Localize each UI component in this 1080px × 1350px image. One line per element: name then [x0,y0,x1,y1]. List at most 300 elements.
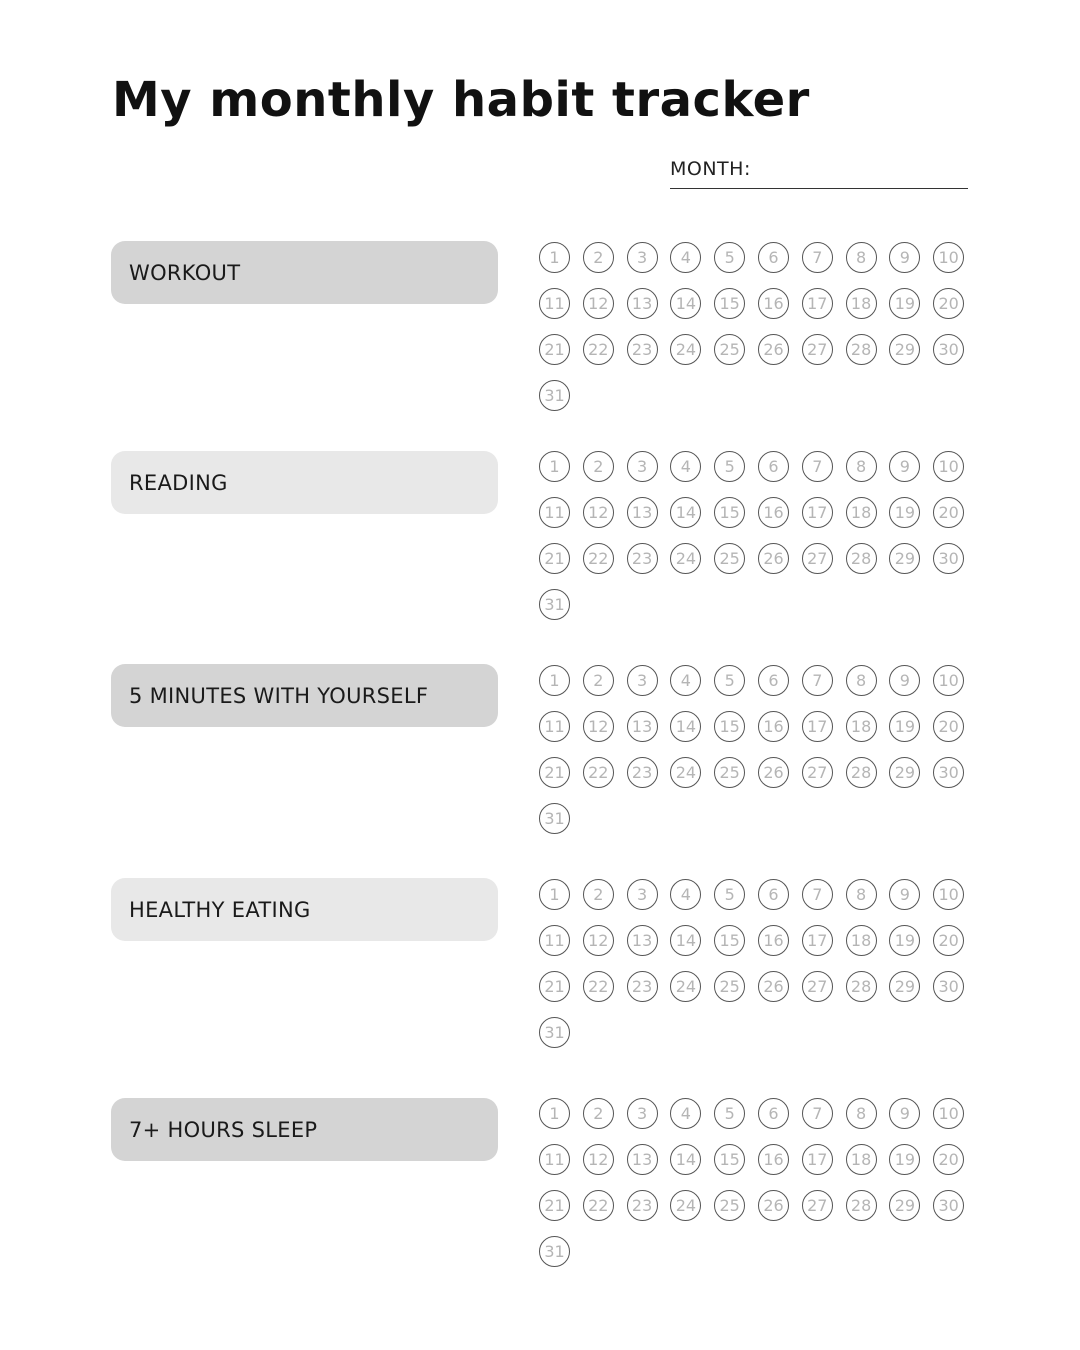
day-circle[interactable] [539,1017,570,1048]
day-number: 31 [544,1241,565,1261]
day-number: 19 [894,293,916,313]
day-circle[interactable] [889,879,920,910]
day-number: 18 [850,293,872,313]
day-number: 19 [894,502,916,522]
day-number: 1 [549,1103,560,1123]
day-circle[interactable] [539,1144,570,1175]
day-circle[interactable] [846,497,877,528]
day-number: 8 [856,456,867,476]
day-circle[interactable] [889,1098,920,1129]
day-number: 19 [894,930,916,950]
day-circle[interactable] [846,334,877,365]
day-number: 21 [544,762,565,782]
habit-pill [111,878,498,941]
day-number: 10 [938,456,959,476]
day-circle[interactable] [846,925,877,956]
day-circle[interactable] [539,1098,570,1129]
day-number: 28 [850,548,872,568]
day-circle[interactable] [758,971,789,1002]
day-circle[interactable] [802,1098,833,1129]
day-circle[interactable] [758,665,789,696]
day-circle[interactable] [583,288,614,319]
day-circle[interactable] [539,589,570,620]
day-number: 18 [850,502,872,522]
day-circle[interactable] [758,711,789,742]
day-number: 8 [856,1103,867,1123]
day-circle[interactable] [714,879,745,910]
day-number: 21 [544,339,565,359]
day-circle[interactable] [802,497,833,528]
day-circle[interactable] [802,1190,833,1221]
day-circle[interactable] [933,543,964,574]
day-circle[interactable] [583,1098,614,1129]
day-circle[interactable] [889,971,920,1002]
day-number: 23 [631,976,653,996]
day-circle[interactable] [846,543,877,574]
day-circle[interactable] [627,1190,658,1221]
day-circle[interactable] [714,242,745,273]
day-circle[interactable] [583,1190,614,1221]
day-number: 17 [807,293,828,313]
day-circle[interactable] [539,380,570,411]
day-number: 15 [719,502,740,522]
day-number: 14 [675,293,697,313]
day-number: 25 [719,339,740,359]
day-circle[interactable] [539,803,570,834]
day-circle[interactable] [539,757,570,788]
day-circle[interactable] [714,334,745,365]
day-number: 22 [588,976,609,996]
day-number: 30 [938,976,959,996]
day-circle[interactable] [539,971,570,1002]
day-circle[interactable] [714,1190,745,1221]
day-circle[interactable] [583,711,614,742]
day-circle[interactable] [846,242,877,273]
day-circle[interactable] [714,288,745,319]
day-number: 8 [856,670,867,690]
day-circle[interactable] [714,451,745,482]
habit-label: 5 MINUTES WITH YOURSELF [129,683,429,708]
day-circle[interactable] [627,925,658,956]
day-circle[interactable] [583,971,614,1002]
day-circle[interactable] [670,757,701,788]
day-number: 24 [675,762,697,782]
day-number: 9 [899,670,910,690]
habit-pill [111,1098,498,1161]
day-number: 17 [807,716,828,736]
day-number: 30 [938,548,959,568]
day-circle[interactable] [670,288,701,319]
day-circle[interactable] [889,1144,920,1175]
day-number: 5 [724,247,735,267]
day-number: 25 [719,762,740,782]
day-circle[interactable] [889,242,920,273]
day-number: 2 [593,456,604,476]
day-circle[interactable] [670,497,701,528]
day-number: 17 [807,502,828,522]
day-circle[interactable] [714,497,745,528]
day-circle[interactable] [627,288,658,319]
day-number: 4 [680,456,691,476]
day-number: 17 [807,1149,828,1169]
day-number: 23 [631,762,653,782]
day-number: 9 [899,1103,910,1123]
day-circle[interactable] [889,543,920,574]
day-number: 7 [812,1103,823,1123]
day-number: 1 [549,670,560,690]
day-number: 15 [719,293,740,313]
day-circle[interactable] [758,757,789,788]
day-circle[interactable] [933,879,964,910]
day-circle[interactable] [846,879,877,910]
day-circle[interactable] [539,1190,570,1221]
day-circle[interactable] [802,451,833,482]
day-number: 15 [719,930,740,950]
day-circle[interactable] [670,1190,701,1221]
day-number: 7 [812,884,823,904]
day-circle[interactable] [802,711,833,742]
day-number: 29 [894,1195,916,1215]
day-circle[interactable] [627,879,658,910]
day-number: 27 [807,339,828,359]
day-circle[interactable] [670,451,701,482]
day-number: 26 [763,762,784,782]
day-number: 3 [637,456,648,476]
day-circle[interactable] [889,1190,920,1221]
day-circle[interactable] [714,543,745,574]
day-circle[interactable] [714,1144,745,1175]
day-circle[interactable] [846,1144,877,1175]
day-number: 12 [588,502,609,522]
day-circle[interactable] [670,971,701,1002]
day-circle[interactable] [758,334,789,365]
day-circle[interactable] [802,334,833,365]
day-circle[interactable] [933,288,964,319]
day-number: 29 [894,762,916,782]
day-number: 18 [850,716,872,736]
day-number: 4 [680,1103,691,1123]
day-circle[interactable] [583,757,614,788]
day-circle[interactable] [802,242,833,273]
day-circle[interactable] [933,451,964,482]
day-circle[interactable] [583,497,614,528]
day-number: 25 [719,976,740,996]
day-number: 7 [812,456,823,476]
day-circle[interactable] [670,925,701,956]
day-number: 6 [768,884,779,904]
day-number: 7 [812,247,823,267]
day-number: 6 [768,1103,779,1123]
day-circle[interactable] [889,925,920,956]
day-number: 6 [768,456,779,476]
day-number: 15 [719,1149,740,1169]
day-number: 23 [631,339,653,359]
day-number: 3 [637,1103,648,1123]
day-circle[interactable] [758,1190,789,1221]
day-number: 28 [850,339,872,359]
day-number: 20 [938,930,959,950]
day-number: 10 [938,670,959,690]
day-number: 14 [675,502,697,522]
day-circle[interactable] [583,879,614,910]
day-number: 6 [768,247,779,267]
day-number: 13 [631,716,653,736]
day-circle[interactable] [670,543,701,574]
day-circle[interactable] [889,711,920,742]
day-circle[interactable] [933,497,964,528]
day-number: 27 [807,976,828,996]
day-circle[interactable] [627,543,658,574]
day-circle[interactable] [583,925,614,956]
month-label: MONTH: [670,158,751,180]
day-number: 16 [763,930,784,950]
day-number: 2 [593,1103,604,1123]
day-number: 13 [631,502,653,522]
day-number: 4 [680,670,691,690]
day-number: 31 [544,594,565,614]
day-number: 21 [544,548,565,568]
day-circle[interactable] [670,1098,701,1129]
day-circle[interactable] [670,1144,701,1175]
day-number: 24 [675,339,697,359]
day-number: 9 [899,247,910,267]
day-number: 12 [588,1149,609,1169]
day-circle[interactable] [627,1144,658,1175]
day-number: 21 [544,1195,565,1215]
day-number: 23 [631,548,653,568]
habit-pill [111,241,498,304]
day-circle[interactable] [933,1144,964,1175]
day-circle[interactable] [758,879,789,910]
day-number: 25 [719,1195,740,1215]
habit-label: READING [129,470,228,495]
day-number: 17 [807,930,828,950]
day-number: 19 [894,1149,916,1169]
day-number: 13 [631,1149,653,1169]
day-number: 16 [763,502,784,522]
day-number: 5 [724,884,735,904]
day-number: 12 [588,293,609,313]
day-circle[interactable] [889,757,920,788]
day-circle[interactable] [933,925,964,956]
day-number: 8 [856,884,867,904]
day-number: 13 [631,930,653,950]
day-circle[interactable] [758,1098,789,1129]
month-field[interactable] [670,158,968,189]
day-circle[interactable] [933,711,964,742]
day-circle[interactable] [758,1144,789,1175]
day-number: 27 [807,762,828,782]
day-number: 14 [675,930,697,950]
day-circle[interactable] [802,925,833,956]
day-circle[interactable] [627,497,658,528]
habit-label: 7+ HOURS SLEEP [129,1117,318,1142]
day-circle[interactable] [933,1098,964,1129]
day-circle[interactable] [539,288,570,319]
day-number: 14 [675,1149,697,1169]
day-circle[interactable] [846,1190,877,1221]
day-number: 22 [588,762,609,782]
day-number: 12 [588,930,609,950]
day-circle[interactable] [714,925,745,956]
day-circle[interactable] [758,925,789,956]
day-circle[interactable] [846,288,877,319]
day-circle[interactable] [889,497,920,528]
day-circle[interactable] [714,971,745,1002]
day-number: 21 [544,976,565,996]
day-number: 31 [544,808,565,828]
day-number: 18 [850,1149,872,1169]
day-circle[interactable] [846,757,877,788]
day-circle[interactable] [627,451,658,482]
day-circle[interactable] [802,665,833,696]
day-circle[interactable] [714,757,745,788]
day-number: 20 [938,293,959,313]
day-number: 26 [763,339,784,359]
day-circle[interactable] [627,1098,658,1129]
day-circle[interactable] [846,1098,877,1129]
day-circle[interactable] [846,451,877,482]
day-circle[interactable] [802,971,833,1002]
day-circle[interactable] [627,971,658,1002]
day-circle[interactable] [539,334,570,365]
day-circle[interactable] [889,334,920,365]
day-circle[interactable] [583,1144,614,1175]
day-circle[interactable] [933,1190,964,1221]
day-circle[interactable] [802,757,833,788]
habit-pill [111,664,498,727]
day-number: 27 [807,1195,828,1215]
day-circle[interactable] [670,334,701,365]
day-circle[interactable] [539,665,570,696]
day-number: 16 [763,1149,784,1169]
day-number: 31 [544,1022,565,1042]
day-circle[interactable] [670,879,701,910]
day-circle[interactable] [846,711,877,742]
day-circle[interactable] [846,665,877,696]
day-circle[interactable] [539,543,570,574]
day-circle[interactable] [539,879,570,910]
day-number: 28 [850,762,872,782]
day-circle[interactable] [539,711,570,742]
day-number: 2 [593,247,604,267]
day-circle[interactable] [802,879,833,910]
day-number: 15 [719,716,740,736]
day-number: 10 [938,247,959,267]
day-number: 11 [544,930,565,950]
day-circle[interactable] [627,757,658,788]
day-number: 22 [588,1195,609,1215]
day-number: 16 [763,716,784,736]
day-circle[interactable] [758,288,789,319]
day-circle[interactable] [933,334,964,365]
day-number: 22 [588,548,609,568]
day-circle[interactable] [802,288,833,319]
day-circle[interactable] [933,665,964,696]
day-number: 4 [680,247,691,267]
day-circle[interactable] [714,665,745,696]
day-number: 24 [675,1195,697,1215]
habit-label: WORKOUT [129,260,241,285]
day-circle[interactable] [889,288,920,319]
day-number: 8 [856,247,867,267]
day-number: 24 [675,976,697,996]
day-circle[interactable] [933,971,964,1002]
day-circle[interactable] [758,543,789,574]
day-circle[interactable] [714,711,745,742]
day-number: 28 [850,976,872,996]
day-number: 5 [724,456,735,476]
day-circle[interactable] [583,242,614,273]
day-circle[interactable] [802,543,833,574]
day-number: 3 [637,247,648,267]
day-circle[interactable] [583,543,614,574]
day-number: 10 [938,884,959,904]
day-number: 5 [724,670,735,690]
day-number: 18 [850,930,872,950]
day-number: 11 [544,1149,565,1169]
day-circle[interactable] [539,925,570,956]
day-circle[interactable] [627,711,658,742]
day-number: 26 [763,1195,784,1215]
day-number: 2 [593,670,604,690]
day-circle[interactable] [627,665,658,696]
day-circle[interactable] [627,334,658,365]
day-number: 29 [894,339,916,359]
day-circle[interactable] [670,711,701,742]
day-number: 27 [807,548,828,568]
day-circle[interactable] [846,971,877,1002]
day-number: 26 [763,976,784,996]
day-circle[interactable] [889,451,920,482]
day-circle[interactable] [802,1144,833,1175]
habit-pill [111,451,498,514]
day-circle[interactable] [539,451,570,482]
day-circle[interactable] [758,242,789,273]
day-circle[interactable] [889,665,920,696]
day-circle[interactable] [933,242,964,273]
day-circle[interactable] [539,1236,570,1267]
day-number: 30 [938,1195,959,1215]
day-number: 31 [544,385,565,405]
day-number: 11 [544,293,565,313]
day-number: 26 [763,548,784,568]
day-number: 16 [763,293,784,313]
day-circle[interactable] [758,451,789,482]
day-number: 29 [894,976,916,996]
day-circle[interactable] [583,451,614,482]
day-number: 20 [938,1149,959,1169]
day-circle[interactable] [714,1098,745,1129]
day-circle[interactable] [539,497,570,528]
day-circle[interactable] [583,334,614,365]
day-number: 9 [899,456,910,476]
day-circle[interactable] [583,665,614,696]
day-circle[interactable] [670,665,701,696]
day-number: 24 [675,548,697,568]
day-number: 30 [938,762,959,782]
day-circle[interactable] [627,242,658,273]
day-number: 30 [938,339,959,359]
day-number: 11 [544,502,565,522]
day-number: 22 [588,339,609,359]
day-circle[interactable] [670,242,701,273]
day-circle[interactable] [758,497,789,528]
day-number: 28 [850,1195,872,1215]
day-number: 14 [675,716,697,736]
day-circle[interactable] [539,242,570,273]
day-circle[interactable] [933,757,964,788]
